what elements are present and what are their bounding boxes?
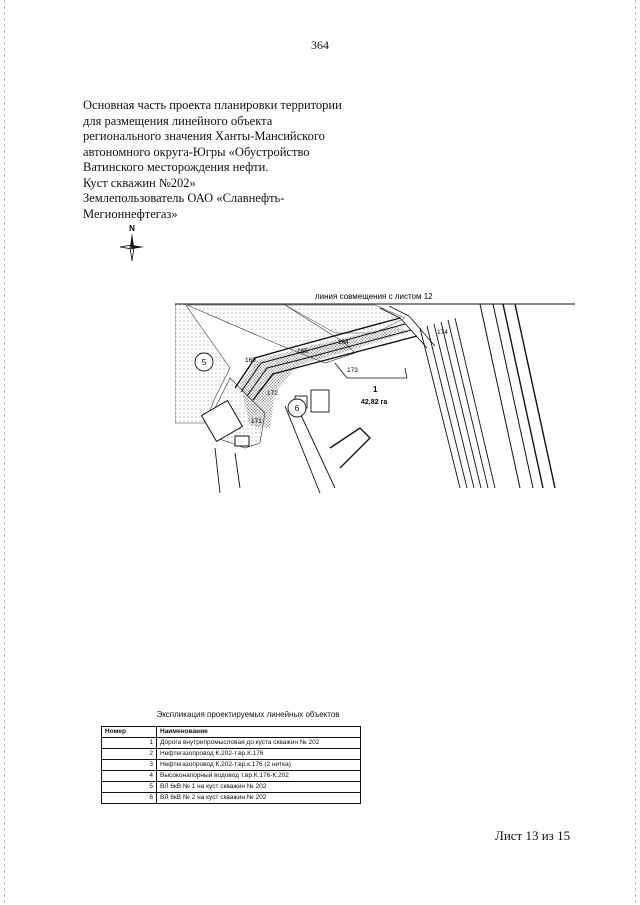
row-number: 6	[102, 793, 157, 804]
page-edge-right	[635, 0, 636, 905]
table-row	[102, 738, 361, 749]
pad-block	[235, 436, 249, 446]
table-row	[102, 771, 361, 782]
table-row	[102, 793, 361, 804]
dimension-line	[405, 368, 407, 378]
road-line	[300, 413, 335, 488]
area-value: 42,82 га	[361, 399, 388, 406]
heading-line: Землепользователь ОАО «Славнефть-	[83, 191, 285, 205]
row-number: 4	[102, 771, 157, 782]
point-label: 173	[347, 367, 358, 374]
parallel-line	[503, 304, 543, 488]
parallel-line	[480, 304, 520, 488]
row-name: Дорога внутрипромысловая до куста скважин № 202	[157, 738, 361, 749]
heading-line: Ватинского месторождения нефти.	[83, 160, 269, 174]
point-label: 164	[338, 339, 349, 346]
north-label: N	[129, 224, 135, 233]
heading-line: регионального значения Ханты-Мансийского	[83, 129, 325, 143]
heading-line: автономного округа-Югры «Обустройство	[83, 144, 310, 159]
parallel-line	[493, 304, 533, 488]
road-line	[235, 453, 240, 488]
heading-line: Основная часть проекта планировки территории	[83, 98, 342, 112]
column-header-name: Наименование	[157, 727, 361, 738]
dimension-line	[335, 363, 347, 378]
row-number: 3	[102, 760, 157, 771]
page-number: 364	[311, 38, 329, 52]
sheet-info: Лист 13 из 15	[495, 828, 571, 843]
row-name: ВЛ 6кВ № 1 на куст скважин № 202	[157, 782, 361, 793]
table-row	[102, 749, 361, 760]
explication-title: Экспликация проектируемых линейных объектов	[156, 710, 340, 719]
document-heading	[83, 98, 353, 222]
point-label: 165	[297, 348, 308, 355]
match-line-label: линия совмещения с листом 12	[315, 292, 433, 301]
point-label: 174	[437, 329, 448, 336]
heading-line: Куст скважин №202»	[83, 175, 196, 190]
explication-table	[101, 726, 361, 804]
row-name: Нефтегазопровод К.202-т.вр.К.176	[157, 749, 361, 760]
row-number: 2	[102, 749, 157, 760]
north-arrow-icon	[117, 222, 147, 264]
row-name: Высоконапорный водовод т.вр.К.176-К.202	[157, 771, 361, 782]
row-number: 1	[102, 738, 157, 749]
road-line	[215, 448, 220, 493]
heading-line: для размещения линейного объекта	[83, 113, 273, 128]
row-name: ВЛ 6кВ № 2 на куст скважин № 202	[157, 793, 361, 804]
point-label: 172	[267, 390, 278, 397]
page-edge-left	[4, 0, 5, 905]
heading-line: Мегионнефтегаз»	[83, 206, 178, 221]
pad-block	[311, 390, 329, 412]
object-marker-5-label: 5	[201, 358, 207, 367]
point-label: 169	[245, 357, 256, 364]
road-line	[330, 428, 370, 468]
row-name: Нефтегазопровод К.202-т.вр.к.176 (2 нитка)	[157, 760, 361, 771]
area-number: 1	[373, 385, 378, 394]
parallel-line	[420, 328, 460, 488]
table-row	[102, 760, 361, 771]
parallel-line	[515, 304, 555, 488]
point-label: 171	[251, 418, 262, 425]
parallel-line	[427, 326, 467, 488]
column-header-number: Номер	[102, 727, 157, 738]
planning-map	[175, 288, 585, 508]
table-row	[102, 782, 361, 793]
object-marker-6-label: 6	[294, 404, 300, 413]
table-header-row	[102, 727, 361, 738]
row-number: 5	[102, 782, 157, 793]
